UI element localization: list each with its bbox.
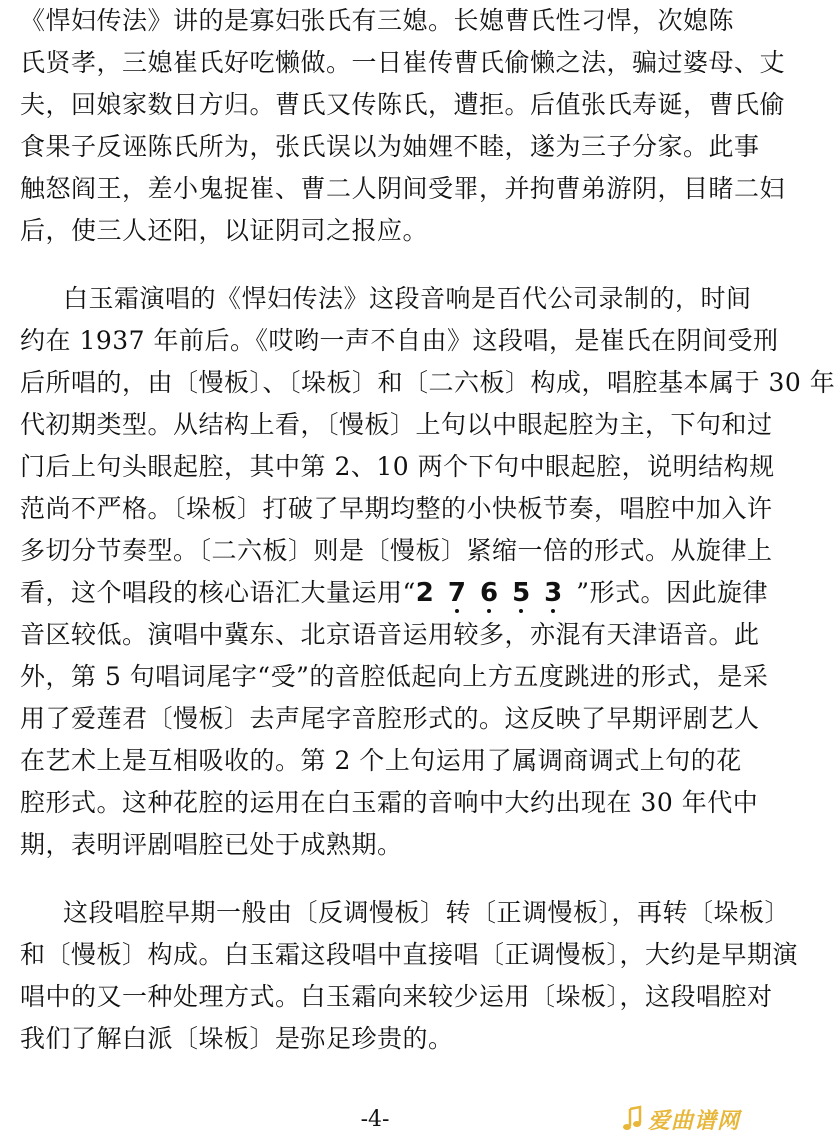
watermark-logo [622,1104,740,1134]
text-line: 后，使三人还阳，以证阴司之报应。 [20,216,429,245]
text-line: 夫，回娘家数日方归。曹氏又传陈氏，遭拒。后值张氏寿诞，曹氏偷 [20,90,786,119]
text-line: 多切分节奏型。〔二六板〕则是〔慢板〕紧缩一倍的形式。从旋律上 [20,536,773,565]
note-low: 5 [512,578,545,608]
text-line: 食果子反诬陈氏所为，张氏误以为妯娌不睦，遂为三子分家。此事 [20,132,760,161]
note-low: 7 [447,578,480,608]
text-line: 和〔慢板〕构成。白玉霜这段唱中直接唱〔正调慢板〕，大约是早期演 [20,940,799,969]
text-line: 后所唱的，由〔慢板〕、〔垛板〕和〔二六板〕构成，唱腔基本属于 30 年 [20,368,835,397]
text-line: 白玉霜演唱的《悍妇传法》这段音响是百代公司录制的，时间 [63,284,752,313]
text-line: 腔形式。这种花腔的运用在白玉霜的音响中大约出现在 30 年代中 [20,788,759,817]
text-segment: ”形式。因此旋律 [576,578,769,607]
text-line: 《悍妇传法》讲的是寡妇张氏有三媳。长媳曹氏性刁悍，次媳陈 [20,6,735,35]
text-line: 我们了解白派〔垛板〕是弥足珍贵的。 [20,1024,454,1053]
text-line: 范尚不严格。〔垛板〕打破了早期均整的小快板节奏，唱腔中加入许 [20,494,773,523]
text-line: 音区较低。演唱中冀东、北京语音运用较多，亦混有天津语音。此 [20,620,760,649]
note: 2 [415,578,448,608]
note-low: 6 [479,578,513,608]
text-line: 外，第 5 句唱词尾字“受”的音腔低起向上方五度跳进的形式，是采 [20,662,769,691]
text-line: 用了爱莲君〔慢板〕去声尾字音腔形式的。这反映了早期评剧艺人 [20,704,760,733]
note-low: 3 [544,578,577,608]
text-segment: 看，这个唱段的核心语汇大量运用“ [20,578,416,607]
text-line: 门后上句头眼起腔，其中第 2、10 两个下句中眼起腔，说明结构规 [20,452,775,481]
text-line: 触怒阎王，差小鬼捉崔、曹二人阴间受罪，并拘曹弟游阴，目睹二妇 [20,174,786,203]
page-number: -4- [360,1107,390,1132]
text-line: 约在 1937 年前后。《哎哟一声不自由》这段唱，是崔氏在阴间受刑 [20,326,779,355]
text-line: 在艺术上是互相吸收的。第 2 个上句运用了属调商调式上句的花 [20,746,742,775]
text-line: 氏贤孝，三媳崔氏好吃懒做。一日崔传曹氏偷懒之法，骗过婆母、丈 [20,48,786,77]
text-line: 唱中的又一种处理方式。白玉霜向来较少运用〔垛板〕，这段唱腔对 [20,982,773,1011]
text-line: 期，表明评剧唱腔已处于成熟期。 [20,830,403,859]
watermark-text: 爱曲谱网 [647,1108,740,1134]
text-line-with-notation [20,578,769,608]
text-line: 这段唱腔早期一般由〔反调慢板〕转〔正调慢板〕，再转〔垛板〕 [63,898,791,927]
music-note-icon [622,1106,644,1132]
jianpu-notation [416,578,576,608]
text-line: 代初期类型。从结构上看，〔慢板〕上句以中眼起腔为主，下句和过 [20,410,773,439]
